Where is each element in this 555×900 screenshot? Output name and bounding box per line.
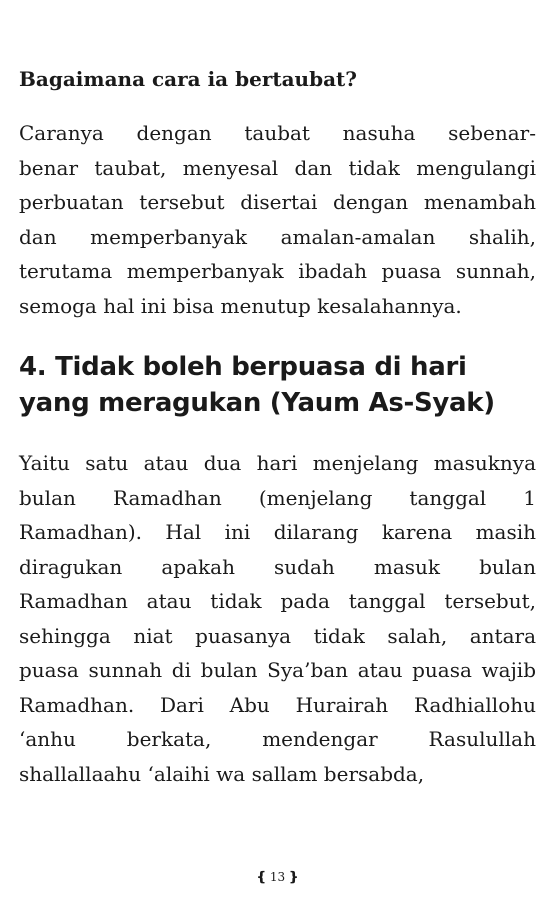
- paragraph-line: ‘anhu berkata, mendengar Rasulullah: [19, 727, 536, 751]
- paragraph-line: Ramadhan). Hal ini dilarang karena masih: [19, 520, 536, 544]
- paragraph-line: shallallaahu ‘alaihi wa sallam bersabda,: [19, 761, 425, 786]
- paragraph-line: Ramadhan atau tidak pada tanggal tersebut,: [19, 589, 536, 613]
- paragraph-line: sehingga niat puasanya tidak salah, antara: [19, 623, 536, 648]
- left-bracket-ornament-icon: ❴: [255, 870, 267, 885]
- right-bracket-ornament-icon: ❵: [288, 870, 300, 885]
- paragraph-line: Caranya dengan taubat nasuha sebenar-: [19, 121, 536, 145]
- section-title: [19, 349, 536, 421]
- paragraph-line: Yaitu satu atau dua hari menjelang masuknya: [19, 451, 536, 475]
- section-title-line: 4. Tidak boleh berpuasa di hari: [19, 352, 467, 382]
- paragraph-line: bulan Ramadhan (menjelang tanggal 1: [19, 485, 536, 510]
- paragraph-line: Ramadhan. Dari Abu Hurairah Radhiallohu: [19, 692, 536, 717]
- paragraph-line: terutama memperbanyak ibadah puasa sunnah,: [19, 259, 536, 283]
- paragraph-line: diragukan apakah sudah masuk bulan: [19, 554, 536, 579]
- question-heading: Bagaimana cara ia bertaubat?: [19, 67, 357, 91]
- section-paragraph: [19, 446, 536, 791]
- page-number: 13: [269, 870, 286, 884]
- page-number-footer: [0, 869, 555, 886]
- paragraph-line: perbuatan tersebut disertai dengan menambah: [19, 190, 536, 214]
- answer-paragraph: [19, 116, 536, 323]
- section-title-line: yang meragukan (Yaum As-Syak): [19, 388, 495, 418]
- paragraph-line: semoga hal ini bisa menutup kesalahannya.: [19, 293, 462, 318]
- paragraph-line: benar taubat, menyesal dan tidak mengulangi: [19, 155, 536, 180]
- paragraph-line: puasa sunnah di bulan Sya’ban atau puasa wajib: [19, 658, 536, 682]
- paragraph-line: dan memperbanyak amalan-amalan shalih,: [19, 224, 536, 249]
